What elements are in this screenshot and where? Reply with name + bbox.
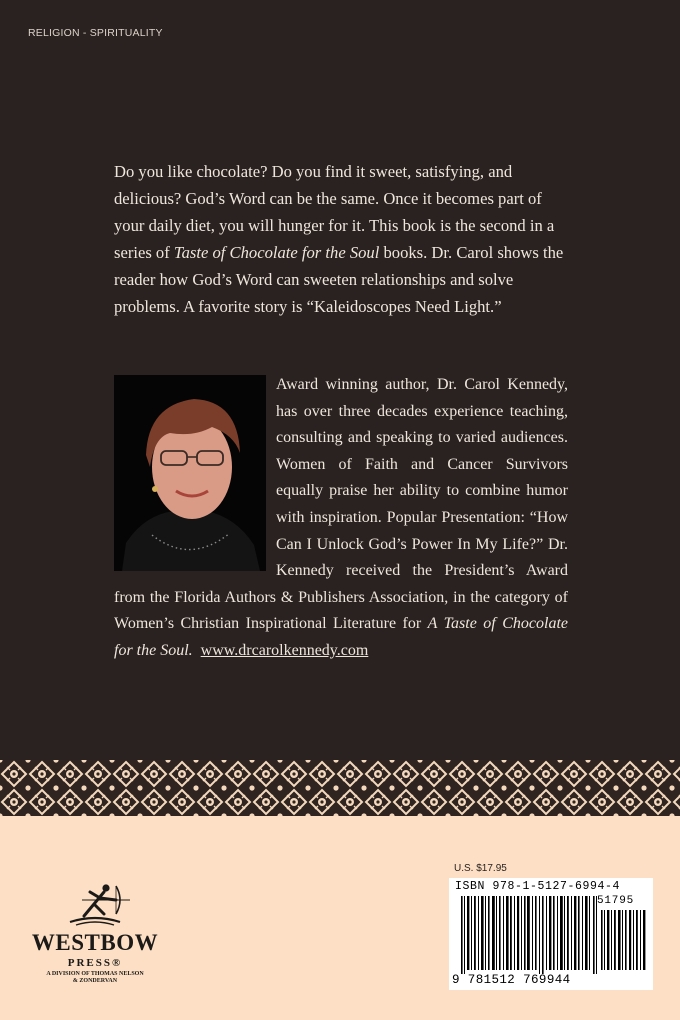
division-line-2: & ZONDERVAN: [72, 978, 118, 984]
publisher-name: WESTBOW: [31, 930, 159, 955]
blurb-part-1: Do you like chocolate? Do you find it sweet, satisfying, and delicious? God’s Word can be the same. Once it becomes part of your daily diet, you will hunger for it. This book is the second in a series of: [114, 162, 555, 262]
award-book-title: A Taste of Chocolate for the Soul.: [114, 615, 568, 659]
category-label: RELIGION - SPIRITUALITY: [28, 27, 163, 39]
blurb-part-2: books. Dr. Carol shows the reader how God’s Word can sweeten relationships and solve problems. A favorite story is “Kaleidoscopes Need Light.”: [114, 243, 564, 316]
ean-digits: 9 781512 769944: [452, 973, 571, 987]
series-title: Taste of Chocolate for the Soul: [173, 243, 380, 262]
publisher-press: PRESS®: [67, 957, 123, 969]
archer-logo-icon: [20, 878, 170, 932]
price-code: 51795: [597, 895, 635, 907]
publisher-logo: [20, 878, 170, 988]
decorative-border-pattern: [0, 760, 680, 816]
price-label: U.S. $17.95: [454, 863, 507, 874]
division-line-1: A DIVISION OF THOMAS NELSON: [46, 971, 144, 977]
author-website-link[interactable]: www.drcarolkennedy.com: [200, 641, 369, 659]
isbn-number: ISBN 978-1-5127-6994-4: [455, 880, 621, 893]
book-blurb: [114, 158, 566, 320]
author-bio: [114, 372, 568, 665]
isbn-barcode: [449, 878, 653, 990]
publisher-division: [20, 971, 170, 985]
bio-text: Award winning author, Dr. Carol Kennedy, has over three decades experience teaching, consulting and speaking to varied audiences. Women of Faith and Cancer Survivors equally praise her ability to combine humor with inspiration. Popular Presentation: “How Can I Unlock God’s Power In My Life?” Dr. Kennedy received the President’s Award from the Florida Authors & Publishers Association, in the category of Women’s Christian Inspirational Literature for: [114, 376, 568, 633]
author-photo: [114, 375, 266, 571]
